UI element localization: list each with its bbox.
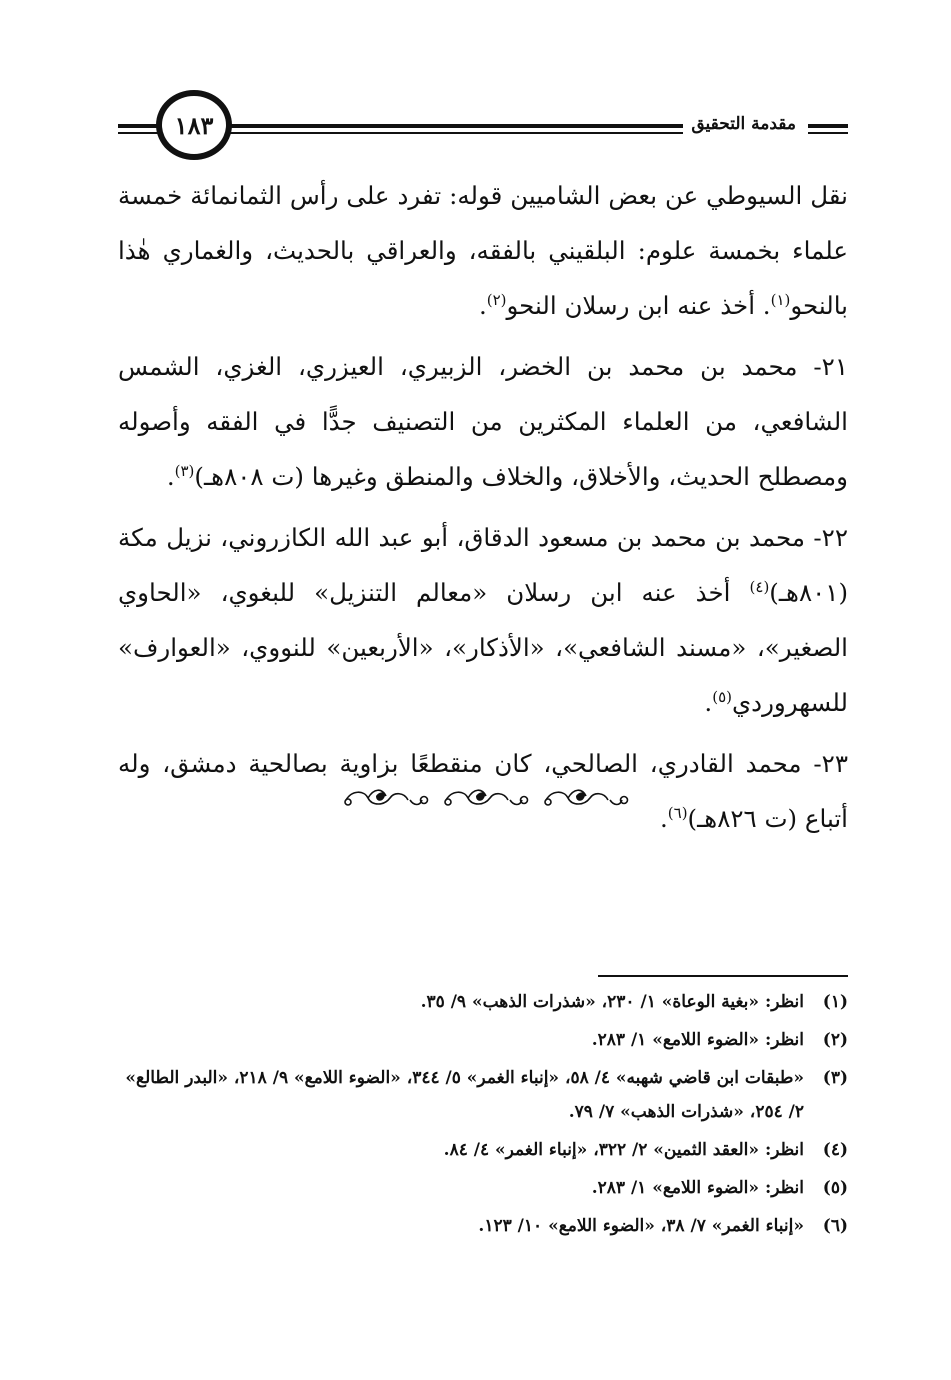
paragraph — [118, 339, 848, 504]
footnote-text: انظر: «الضوء اللامع» ١/ ٢٨٣. — [591, 1178, 804, 1198]
footnote — [118, 1023, 848, 1057]
footnote — [118, 1061, 848, 1129]
footnote-number: (٦) — [822, 1216, 848, 1236]
header-rule — [118, 132, 158, 134]
page-number: ١٨٣ — [156, 90, 232, 160]
footnote-ref[interactable]: (٦) — [667, 803, 688, 822]
footnote-ref[interactable]: (٣) — [174, 461, 195, 480]
main-text — [118, 168, 848, 852]
floral-divider-icon — [338, 784, 638, 814]
footnote-ref[interactable]: (٤) — [749, 577, 770, 596]
footnote-text: «إنباء الغمر» ٧/ ٣٨، «الضوء اللامع» ١٠/ ١٢٣. — [478, 1216, 804, 1236]
header-rule — [808, 124, 848, 128]
header-rule — [118, 124, 158, 128]
footnote-number: (٣) — [822, 1068, 848, 1088]
footnotes — [118, 985, 848, 1247]
paragraph-text: . — [659, 804, 668, 833]
footnote-text: انظر: «الضوء اللامع» ١/ ٢٨٣. — [591, 1030, 804, 1050]
footnote-number: (٥) — [822, 1178, 848, 1198]
footnote-text: انظر: «بغية الوعاة» ١/ ٢٣٠، «شذرات الذهب» ٩/ ٣٥. — [420, 992, 804, 1012]
paragraph-text: . أخذ عنه ابن رسلان النحو — [506, 291, 771, 320]
footnote-text: «طبقات ابن قاضي شهبه» ٤/ ٥٨، «إنباء الغمر» ٥/ ٣٤٤، «الضوء اللامع» ٩/ ٢١٨، «البدر الطالع» ٢/ ٢٥٤، «شذرات الذهب» ٧/ ٧٩. — [125, 1068, 804, 1122]
paragraph-text: ٢١- محمد بن محمد بن الخضر، الزبيري، العيزري، الغزي، الشمس الشافعي، من العلماء المكثرين من التصنيف جدًّا في الفقه وأصوله ومصطلح الحديث، والأخلاق، والخلاف والمنطق وغيرها (ت ٨٠٨هـ) — [118, 352, 848, 491]
footnote-number: (٢) — [822, 1030, 848, 1050]
paragraph-text: . — [704, 688, 713, 717]
paragraph-text: . — [478, 291, 487, 320]
paragraph-text: نقل السيوطي عن بعض الشاميين قوله: تفرد على رأس الثمانمائة خمسة علماء بخمسة علوم: البلقيني بالفقه، والعراقي بالحديث، والغماري هٰذا بالنحو — [118, 181, 848, 320]
footnote — [118, 1171, 848, 1205]
paragraph-text: . — [166, 462, 175, 491]
footnote-ref[interactable]: (١) — [770, 290, 791, 309]
footnote-separator — [598, 975, 848, 977]
paragraph-text: ٢٢- محمد بن محمد بن مسعود الدقاق، أبو عبد الله الكازروني، نزيل مكة (٨٠١هـ) — [118, 523, 848, 607]
paragraph — [118, 510, 848, 730]
footnote-ref[interactable]: (٥) — [712, 687, 732, 706]
header-rule — [808, 132, 848, 134]
footnote-text: انظر: «العقد الثمين» ٢/ ٣٢٢، «إنباء الغمر» ٤/ ٨٤. — [443, 1140, 804, 1160]
paragraph-text: أخذ عنه ابن رسلان «معالم التنزيل» للبغوي، «الحاوي الصغير»، «مسند الشافعي»، «الأذكار»، «الأربعين» للنووي، «العوارف» للسهروردي — [118, 578, 848, 717]
running-head: مقدمة التحقيق — [683, 114, 804, 134]
paragraph — [118, 168, 848, 333]
header-rule — [228, 132, 708, 134]
paragraph-text: ٢٣- محمد القادري، الصالحي، كان منقطعًا بزاوية بصالحية دمشق، وله أتباع (ت ٨٢٦هـ) — [118, 749, 848, 833]
footnote — [118, 1209, 848, 1243]
header-rule — [228, 124, 708, 128]
footnote — [118, 985, 848, 1019]
footnote — [118, 1133, 848, 1167]
page-header — [118, 88, 848, 168]
footnote-ref[interactable]: (٢) — [486, 290, 507, 309]
footnote-number: (٤) — [822, 1140, 848, 1160]
footnote-number: (١) — [822, 992, 848, 1012]
